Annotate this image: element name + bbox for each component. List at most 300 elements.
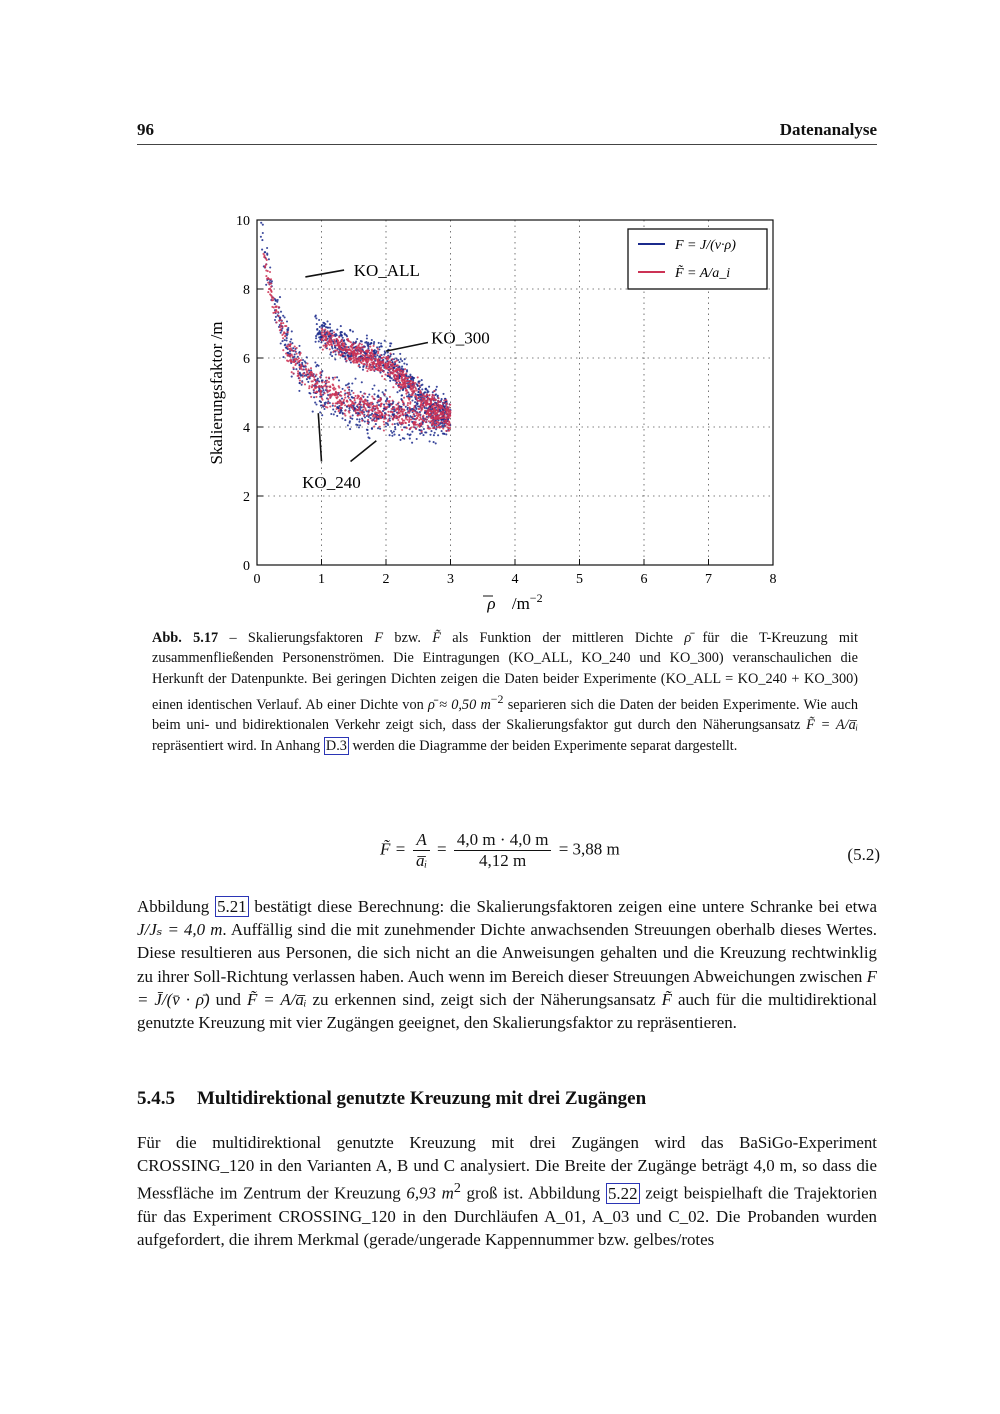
x-tick-label: 1 [318, 572, 325, 587]
caption-text-1: – Skalierungsfaktoren [218, 630, 375, 646]
data-point-series-1 [285, 325, 287, 327]
data-point-series-1 [357, 395, 359, 397]
data-point-series-0 [325, 401, 327, 403]
data-point-series-0 [335, 353, 337, 355]
x-tick-label: 5 [576, 572, 583, 587]
data-point-series-1 [367, 368, 369, 370]
data-point-series-1 [415, 424, 417, 426]
data-point-series-0 [291, 330, 293, 332]
data-point-series-1 [352, 355, 354, 357]
data-point-series-0 [316, 323, 318, 325]
data-point-series-1 [278, 315, 280, 317]
para1-text-4: und [209, 989, 247, 1009]
data-point-series-1 [355, 360, 357, 362]
data-point-series-0 [351, 390, 353, 392]
data-point-series-1 [371, 359, 373, 361]
data-point-series-0 [389, 380, 391, 382]
data-point-series-1 [338, 336, 340, 338]
data-point-series-1 [375, 358, 377, 360]
data-point-series-0 [373, 341, 375, 343]
data-point-series-1 [445, 399, 447, 401]
data-point-series-1 [412, 394, 414, 396]
data-point-series-0 [384, 350, 386, 352]
data-point-series-1 [344, 394, 346, 396]
data-point-series-0 [319, 346, 321, 348]
data-point-series-1 [420, 402, 422, 404]
data-point-series-0 [445, 433, 447, 435]
data-point-series-0 [344, 333, 346, 335]
data-point-series-1 [302, 373, 304, 375]
data-point-series-0 [277, 299, 279, 301]
data-point-series-1 [368, 358, 370, 360]
data-point-series-1 [364, 399, 366, 401]
data-point-series-1 [346, 348, 348, 350]
para1-math-1: J/Jₛ = 4,0 m [137, 920, 223, 940]
data-point-series-0 [363, 365, 365, 367]
data-point-series-1 [407, 383, 409, 385]
data-point-series-0 [368, 437, 370, 439]
data-point-series-0 [428, 386, 430, 388]
data-point-series-0 [442, 393, 444, 395]
data-point-series-0 [366, 334, 368, 336]
data-point-series-1 [406, 380, 408, 382]
data-point-series-1 [445, 430, 447, 432]
data-point-series-1 [329, 337, 331, 339]
data-point-series-1 [329, 405, 331, 407]
data-point-series-0 [298, 345, 300, 347]
data-point-series-0 [434, 432, 436, 434]
data-point-series-1 [381, 357, 383, 359]
caption-symbol-Ft: F̃ [432, 630, 441, 646]
caption-text-6: repräsentiert wird. In Anhang [152, 737, 324, 754]
data-point-series-0 [393, 353, 395, 355]
data-point-series-1 [422, 393, 424, 395]
data-point-series-1 [383, 409, 385, 411]
data-point-series-1 [448, 406, 450, 408]
data-point-series-1 [332, 402, 334, 404]
data-point-series-1 [434, 409, 436, 411]
data-point-series-1 [445, 420, 447, 422]
data-point-series-1 [327, 343, 329, 345]
data-point-series-1 [409, 376, 411, 378]
data-point-series-1 [379, 426, 381, 428]
data-point-series-1 [324, 331, 326, 333]
data-point-series-0 [338, 379, 340, 381]
data-point-series-0 [318, 340, 320, 342]
data-point-series-1 [315, 396, 317, 398]
annotation-pointer [351, 441, 377, 462]
data-point-series-1 [344, 415, 346, 417]
data-point-series-0 [332, 408, 334, 410]
data-point-series-1 [398, 417, 400, 419]
caption-formula: F̃ = A/a̅ᵢ [806, 717, 859, 734]
data-point-series-0 [343, 340, 345, 342]
data-point-series-1 [371, 349, 373, 351]
data-point-series-0 [426, 407, 428, 409]
data-point-series-1 [267, 291, 269, 293]
data-point-series-1 [373, 426, 375, 428]
data-point-series-1 [390, 362, 392, 364]
figure-link-5-21[interactable]: 5.21 [217, 897, 247, 916]
data-point-series-1 [341, 339, 343, 341]
data-point-series-0 [336, 406, 338, 408]
data-point-series-1 [276, 321, 278, 323]
data-point-series-1 [344, 397, 346, 399]
data-point-series-0 [396, 391, 398, 393]
para1-math-4: F̃ [661, 989, 672, 1009]
data-point-series-1 [391, 358, 393, 360]
data-point-series-0 [348, 383, 350, 385]
data-point-series-1 [354, 399, 356, 401]
data-point-series-1 [371, 396, 373, 398]
data-point-series-0 [412, 378, 414, 380]
data-point-series-1 [406, 391, 408, 393]
data-point-series-0 [400, 358, 402, 360]
data-point-series-1 [324, 329, 326, 331]
data-point-series-1 [332, 378, 334, 380]
y-tick-label: 6 [243, 352, 250, 367]
data-point-series-1 [361, 412, 363, 414]
data-point-series-1 [332, 351, 334, 353]
data-point-series-1 [387, 363, 389, 365]
data-point-series-1 [404, 376, 406, 378]
data-point-series-1 [379, 369, 381, 371]
data-point-series-1 [403, 397, 405, 399]
data-point-series-1 [355, 412, 357, 414]
data-point-series-0 [345, 384, 347, 386]
data-point-series-0 [361, 381, 363, 383]
data-point-series-1 [409, 401, 411, 403]
data-point-series-1 [369, 369, 371, 371]
data-point-series-1 [398, 409, 400, 411]
data-point-series-0 [385, 422, 387, 424]
data-point-series-0 [315, 341, 317, 343]
data-point-series-1 [273, 297, 275, 299]
data-point-series-1 [329, 348, 331, 350]
figure-link-5-22[interactable]: 5.22 [607, 1184, 638, 1204]
data-point-series-0 [385, 425, 387, 427]
data-point-series-0 [437, 434, 439, 436]
data-point-series-1 [335, 402, 337, 404]
data-point-series-1 [280, 319, 282, 321]
data-point-series-1 [351, 352, 353, 354]
data-point-series-1 [440, 421, 442, 423]
data-point-series-1 [315, 374, 317, 376]
data-point-series-1 [290, 359, 292, 361]
data-point-series-1 [407, 377, 409, 379]
data-point-series-0 [280, 311, 282, 313]
data-point-series-1 [373, 361, 375, 363]
data-point-series-1 [380, 366, 382, 368]
data-point-series-1 [442, 410, 444, 412]
data-point-series-1 [383, 371, 385, 373]
x-tick-label: 2 [382, 572, 390, 587]
data-point-series-1 [379, 362, 381, 364]
caption-density-exp: −2 [490, 692, 504, 707]
data-point-series-1 [433, 410, 435, 412]
data-point-series-1 [422, 400, 424, 402]
data-point-series-0 [435, 389, 437, 391]
data-point-series-1 [300, 365, 302, 367]
data-point-series-1 [429, 394, 431, 396]
caption-text-7: werden die Diagramme der beiden Experimente separat dargestellt. [348, 737, 738, 754]
data-point-series-0 [351, 397, 353, 399]
data-point-series-0 [370, 417, 372, 419]
data-point-series-1 [399, 414, 401, 416]
data-point-series-1 [309, 375, 311, 377]
data-point-series-0 [276, 301, 278, 303]
data-point-series-0 [349, 428, 351, 430]
data-point-series-1 [290, 343, 292, 345]
data-point-series-1 [307, 368, 309, 370]
data-point-series-1 [333, 389, 335, 391]
data-point-series-0 [347, 424, 349, 426]
data-point-series-0 [312, 411, 314, 413]
data-point-series-1 [372, 353, 374, 355]
chart-points [260, 222, 452, 445]
data-point-series-0 [376, 354, 378, 356]
data-point-series-1 [425, 405, 427, 407]
para1-text-2: bestätigt diese Berechnung: die Skalierungsfaktoren zeigen eine untere Schranke bei etwa [248, 897, 877, 916]
data-point-series-1 [321, 381, 323, 383]
data-point-series-1 [435, 413, 437, 415]
data-point-series-1 [432, 398, 434, 400]
data-point-series-1 [330, 336, 332, 338]
data-point-series-1 [366, 370, 368, 372]
data-point-series-1 [413, 407, 415, 409]
data-point-series-1 [363, 346, 365, 348]
para2-text-3: zeigt beispielhaft die Trajektorien für das Experiment CROSSING_120 in den Durchläufen A_01, A_03 und C_02. Die Probanden wurden aufgefordert, die ihrem Merkmal (gerade/ungerade Kappennummer bzw. gelbes/rotes [137, 1184, 878, 1250]
data-point-series-1 [349, 349, 351, 351]
data-point-series-1 [400, 378, 402, 380]
data-point-series-1 [428, 420, 430, 422]
data-point-series-1 [385, 367, 387, 369]
data-point-series-1 [264, 266, 266, 268]
data-point-series-1 [393, 371, 395, 373]
data-point-series-1 [314, 387, 316, 389]
data-point-series-1 [361, 350, 363, 352]
data-point-series-1 [402, 413, 404, 415]
data-point-series-0 [334, 411, 336, 413]
data-point-series-1 [409, 398, 411, 400]
data-point-series-1 [348, 404, 350, 406]
data-point-series-0 [404, 358, 406, 360]
data-point-series-1 [291, 350, 293, 352]
appendix-link[interactable]: D.3 [325, 737, 347, 754]
data-point-series-1 [427, 398, 429, 400]
data-point-series-0 [306, 356, 308, 358]
data-point-series-1 [358, 349, 360, 351]
data-point-series-1 [407, 404, 409, 406]
data-point-series-0 [422, 434, 424, 436]
data-point-series-0 [417, 405, 419, 407]
data-point-series-0 [393, 434, 395, 436]
running-title: Datenanalyse [779, 120, 877, 139]
data-point-series-0 [433, 441, 435, 443]
data-point-series-0 [436, 386, 438, 388]
data-point-series-0 [290, 338, 292, 340]
data-point-series-1 [377, 400, 379, 402]
data-point-series-1 [319, 376, 321, 378]
data-point-series-0 [419, 433, 421, 435]
data-point-series-0 [355, 424, 357, 426]
data-point-series-1 [312, 380, 314, 382]
data-point-series-0 [399, 390, 401, 392]
data-point-series-1 [396, 407, 398, 409]
data-point-series-0 [429, 440, 431, 442]
data-point-series-1 [333, 339, 335, 341]
data-point-series-1 [316, 391, 318, 393]
data-point-series-1 [420, 395, 422, 397]
data-point-series-1 [359, 414, 361, 416]
para1-math-2: F = J̄/(v̄ · ρ̄) [137, 966, 877, 1009]
data-point-series-1 [322, 404, 324, 406]
data-point-series-1 [348, 392, 350, 394]
data-point-series-1 [306, 362, 308, 364]
data-point-series-1 [328, 381, 330, 383]
data-point-series-1 [347, 387, 349, 389]
data-point-series-1 [366, 364, 368, 366]
data-point-series-1 [442, 428, 444, 430]
data-point-series-1 [329, 341, 331, 343]
data-point-series-0 [394, 428, 396, 430]
data-point-series-1 [383, 406, 385, 408]
data-point-series-1 [376, 418, 378, 420]
y-axis-label: Skalierungsfaktor /m [207, 321, 226, 465]
data-point-series-1 [319, 385, 321, 387]
data-point-series-1 [268, 278, 270, 280]
data-point-series-1 [447, 414, 449, 416]
data-point-series-0 [389, 434, 391, 436]
data-point-series-1 [336, 408, 338, 410]
data-point-series-0 [320, 404, 322, 406]
data-point-series-1 [404, 413, 406, 415]
data-point-series-1 [376, 366, 378, 368]
data-point-series-1 [380, 412, 382, 414]
data-point-series-0 [378, 390, 380, 392]
data-point-series-1 [446, 412, 448, 414]
data-point-series-1 [408, 412, 410, 414]
data-point-series-1 [418, 382, 420, 384]
data-point-series-1 [326, 345, 328, 347]
data-point-series-1 [348, 397, 350, 399]
data-point-series-0 [322, 379, 324, 381]
data-point-series-0 [264, 251, 266, 253]
data-point-series-1 [314, 391, 316, 393]
data-point-series-1 [280, 322, 282, 324]
data-point-series-1 [279, 326, 281, 328]
data-point-series-0 [399, 353, 401, 355]
data-point-series-1 [416, 414, 418, 416]
data-point-series-1 [420, 418, 422, 420]
data-point-series-1 [419, 392, 421, 394]
data-point-series-1 [297, 361, 299, 363]
data-point-series-0 [405, 406, 407, 408]
data-point-series-0 [279, 296, 281, 298]
data-point-series-1 [334, 405, 336, 407]
data-point-series-1 [325, 387, 327, 389]
data-point-series-1 [352, 344, 354, 346]
data-point-series-1 [363, 358, 365, 360]
data-point-series-0 [266, 247, 268, 249]
data-point-series-0 [329, 327, 331, 329]
data-point-series-0 [423, 428, 425, 430]
data-point-series-1 [360, 404, 362, 406]
data-point-series-1 [337, 340, 339, 342]
data-point-series-1 [387, 414, 389, 416]
data-point-series-0 [266, 253, 268, 255]
data-point-series-0 [315, 335, 317, 337]
data-point-series-1 [413, 421, 415, 423]
data-point-series-1 [362, 401, 364, 403]
data-point-series-1 [358, 360, 360, 362]
data-point-series-0 [306, 378, 308, 380]
data-point-series-1 [437, 410, 439, 412]
data-point-series-1 [389, 370, 391, 372]
data-point-series-0 [329, 323, 331, 325]
data-point-series-0 [265, 284, 267, 286]
data-point-series-0 [393, 430, 395, 432]
data-point-series-1 [321, 339, 323, 341]
data-point-series-1 [413, 384, 415, 386]
data-point-series-1 [346, 401, 348, 403]
data-point-series-1 [391, 367, 393, 369]
data-point-series-1 [338, 410, 340, 412]
data-point-series-1 [395, 404, 397, 406]
data-point-series-0 [389, 355, 391, 357]
data-point-series-1 [321, 328, 323, 330]
data-point-series-0 [406, 408, 408, 410]
equation-fraction-2 [454, 830, 552, 871]
data-point-series-1 [343, 399, 345, 401]
data-point-series-1 [285, 353, 287, 355]
data-point-series-1 [445, 425, 447, 427]
data-point-series-1 [400, 410, 402, 412]
data-point-series-1 [377, 408, 379, 410]
data-point-series-1 [313, 388, 315, 390]
data-point-series-1 [339, 394, 341, 396]
data-point-series-0 [317, 378, 319, 380]
data-point-series-1 [358, 408, 360, 410]
annotation-pointer [386, 342, 428, 351]
data-point-series-0 [373, 351, 375, 353]
data-point-series-1 [419, 413, 421, 415]
data-point-series-1 [387, 373, 389, 375]
data-point-series-0 [262, 224, 264, 226]
data-point-series-1 [430, 410, 432, 412]
data-point-series-1 [323, 381, 325, 383]
data-point-series-1 [431, 406, 433, 408]
data-point-series-0 [280, 332, 282, 334]
data-point-series-1 [325, 406, 327, 408]
data-point-series-1 [360, 347, 362, 349]
data-point-series-1 [396, 360, 398, 362]
data-point-series-1 [324, 392, 326, 394]
data-point-series-0 [351, 382, 353, 384]
data-point-series-0 [319, 411, 321, 413]
data-point-series-1 [355, 395, 357, 397]
data-point-series-0 [299, 382, 301, 384]
data-point-series-1 [369, 363, 371, 365]
data-point-series-1 [427, 425, 429, 427]
data-point-series-1 [439, 401, 441, 403]
data-point-series-1 [362, 354, 364, 356]
data-point-series-1 [325, 338, 327, 340]
data-point-series-1 [353, 362, 355, 364]
data-point-series-0 [269, 266, 271, 268]
data-point-series-0 [427, 391, 429, 393]
data-point-series-1 [374, 354, 376, 356]
